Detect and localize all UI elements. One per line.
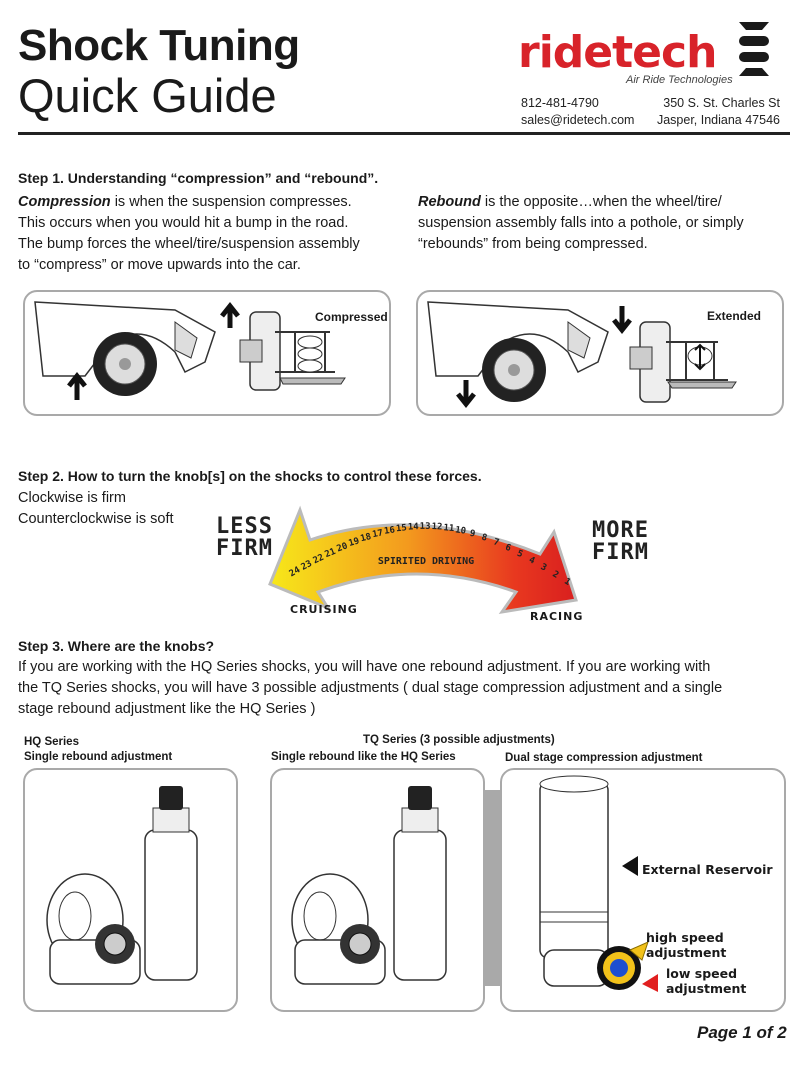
scale-number: 12 bbox=[431, 522, 443, 533]
scale-number: 9 bbox=[468, 528, 477, 540]
page-number: Page 1 of 2 bbox=[697, 1023, 787, 1042]
scale-number: 15 bbox=[395, 523, 408, 535]
step3-text-l1: If you are working with the HQ Series shocks, you will have one rebound adjustment. If you are working with bbox=[18, 659, 711, 675]
brand-logo: ridetech bbox=[518, 27, 717, 78]
external-reservoir-label: External Reservoir bbox=[642, 862, 773, 877]
scale-number: 18 bbox=[359, 532, 373, 545]
reservoir-pointer-icon bbox=[622, 856, 638, 876]
title-line1: Shock Tuning bbox=[18, 21, 300, 70]
contact-left bbox=[521, 95, 634, 129]
less-firm-text: FIRM bbox=[216, 536, 273, 561]
more-text: MORE bbox=[592, 518, 649, 543]
compressed-label: Compressed bbox=[315, 310, 388, 324]
less-text: LESS bbox=[216, 514, 273, 539]
hq-subtitle: Single rebound adjustment bbox=[24, 751, 173, 763]
more-firm-text: FIRM bbox=[592, 540, 649, 565]
step2-line1: Clockwise is firm bbox=[18, 490, 126, 506]
tq-right-panel bbox=[500, 768, 786, 1012]
tq-title: TQ Series (3 possible adjustments) bbox=[363, 734, 555, 746]
email: sales@ridetech.com bbox=[521, 113, 635, 127]
compression-text-l3: The bump forces the wheel/tire/suspension assembly bbox=[18, 236, 360, 252]
rebound-text-l3: “rebounds” from being compressed. bbox=[418, 236, 648, 252]
step3-text-l3: stage rebound adjustment like the HQ Series ) bbox=[18, 701, 316, 717]
low-speed-label bbox=[666, 966, 746, 996]
scale-number: 17 bbox=[371, 528, 385, 541]
scale-number: 7 bbox=[492, 537, 501, 549]
contact-right bbox=[652, 95, 780, 129]
phone: 812-481-4790 bbox=[521, 96, 599, 110]
scale-number: 3 bbox=[538, 562, 549, 574]
step2-line2: Counterclockwise is soft bbox=[18, 511, 174, 527]
hq-title: HQ Series bbox=[24, 736, 79, 748]
scale-number: 20 bbox=[335, 541, 350, 555]
compression-text-l4: to “compress” or move upwards into the car. bbox=[18, 257, 301, 273]
compression-text: is when the suspension compresses. bbox=[110, 194, 352, 210]
scale-number: 16 bbox=[383, 525, 396, 537]
brand-tagline: Air Ride Technologies bbox=[626, 74, 733, 86]
racing-label: RACING bbox=[530, 610, 584, 623]
rebound-term: Rebound bbox=[418, 194, 481, 210]
compression-term: Compression bbox=[18, 194, 111, 210]
scale-number: 24 bbox=[287, 565, 303, 580]
high-speed-label bbox=[646, 930, 726, 960]
cruising-label: CRUISING bbox=[290, 603, 358, 616]
compressed-panel bbox=[23, 290, 391, 416]
step3-text bbox=[18, 657, 803, 720]
scale-number: 22 bbox=[311, 552, 326, 567]
low-speed-l2: adjustment bbox=[666, 981, 747, 996]
high-speed-l2: adjustment bbox=[646, 945, 727, 960]
brand-mark-icon bbox=[736, 18, 772, 88]
low-speed-l1: low speed bbox=[666, 966, 738, 981]
tq-left-panel bbox=[270, 768, 485, 1012]
scale-number: 2 bbox=[550, 569, 561, 581]
title-line2: Quick Guide bbox=[18, 69, 277, 122]
step3-text-l2: the TQ Series shocks, you will have 3 possible adjustments ( dual stage compression adjustment and a single bbox=[18, 680, 723, 696]
rebound-text: is the opposite…when the wheel/tire/ bbox=[480, 194, 722, 210]
address-line1: 350 S. St. Charles St bbox=[663, 96, 780, 110]
more-firm-label bbox=[592, 520, 649, 564]
rebound-paragraph bbox=[418, 192, 798, 255]
step1-heading: Step 1. Understanding “compression” and “rebound”. bbox=[18, 170, 379, 186]
rebound-text-l2: suspension assembly falls into a pothole, or simply bbox=[418, 215, 744, 231]
address-line2: Jasper, Indiana 47546 bbox=[656, 113, 780, 127]
scale-number: 21 bbox=[323, 546, 338, 561]
scale-number: 10 bbox=[454, 525, 467, 537]
compression-text-l2: This occurs when you would hit a bump in the road. bbox=[18, 215, 349, 231]
tq-shock-illustration bbox=[272, 770, 482, 1009]
extended-panel bbox=[416, 290, 784, 416]
header-rule bbox=[18, 132, 790, 135]
compression-paragraph bbox=[18, 192, 418, 276]
scale-number: 4 bbox=[527, 555, 537, 567]
scale-number: 8 bbox=[480, 532, 489, 544]
spirited-driving-label: SPIRITED DRIVING bbox=[377, 556, 475, 567]
scale-number: 14 bbox=[407, 522, 419, 533]
scale-number: 6 bbox=[503, 542, 513, 555]
scale-number: 13 bbox=[419, 521, 431, 532]
tq-subtitle-right: Dual stage compression adjustment bbox=[505, 752, 703, 764]
scale-number: 5 bbox=[515, 548, 525, 561]
step2-heading: Step 2. How to turn the knob[s] on the shocks to control these forces. bbox=[18, 468, 482, 484]
hq-panel bbox=[23, 768, 238, 1012]
scale-number: 23 bbox=[299, 558, 314, 573]
low-speed-pointer-icon bbox=[642, 974, 658, 992]
extended-label: Extended bbox=[707, 309, 762, 323]
step3-heading: Step 3. Where are the knobs? bbox=[18, 638, 215, 654]
less-firm-label bbox=[216, 516, 273, 560]
tq-subtitle-left: Single rebound like the HQ Series bbox=[271, 751, 456, 763]
hq-shock-illustration bbox=[25, 770, 235, 1009]
scale-number: 1 bbox=[562, 576, 573, 588]
high-speed-l1: high speed bbox=[646, 930, 724, 945]
scale-number: 19 bbox=[347, 536, 361, 550]
scale-number: 11 bbox=[442, 523, 455, 535]
